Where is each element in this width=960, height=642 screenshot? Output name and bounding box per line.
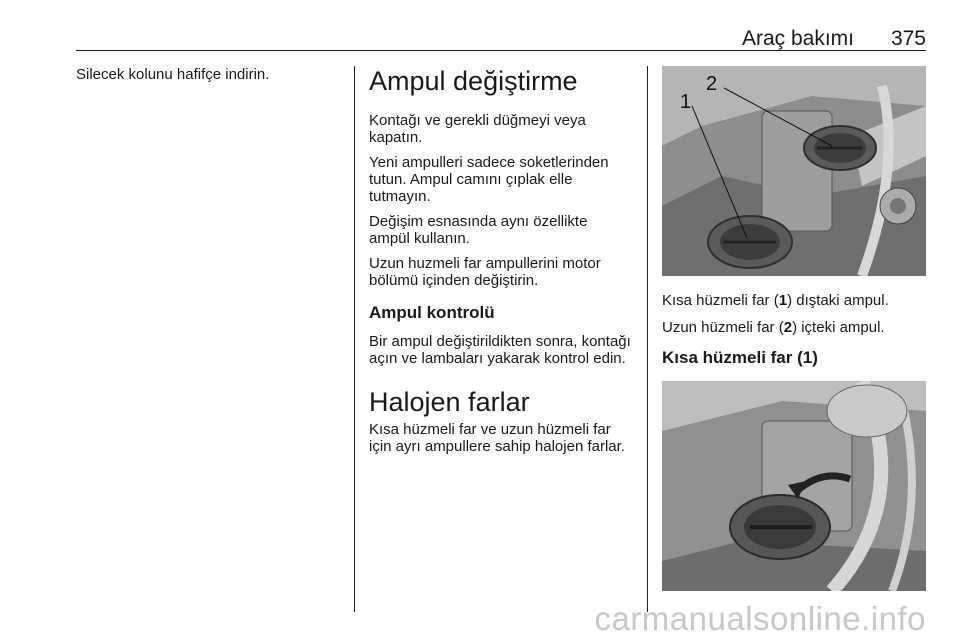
engine-bay-photo-headlamp: [662, 66, 926, 276]
paragraph-hold-bulb: Yeni ampulleri sadece soketlerinden tutun. Ampul camını çıplak elle tutmayın.: [369, 154, 609, 205]
page-number: 375: [890, 27, 926, 50]
figure-label-2: 2: [706, 73, 718, 95]
wiper-instruction: Silecek kolunu hafifçe indirin.: [76, 66, 270, 83]
paragraph-ignition: Kontağı ve gerekli düğmeyi veya kapatın.: [369, 112, 586, 146]
section-heading-halogen: Halojen farlar: [369, 387, 530, 417]
section-title: Araç bakımı: [741, 27, 854, 50]
paragraph-same-bulb: Değişim esnasında aynı özellikte ampül kullanın.: [369, 213, 588, 247]
subheading-low-beam: Kısa hüzmeli far (1): [662, 348, 818, 367]
figure-label-1: 1: [680, 91, 692, 113]
caption-low-beam-outer: Kısa hüzmeli far (1) dıştaki ampul.: [662, 292, 889, 309]
engine-bay-photo-low-beam-cap: [662, 381, 926, 591]
paragraph-high-beam: Uzun huzmeli far ampullerini motor bölümü içinden değiştirin.: [369, 255, 601, 289]
column-divider-1: [354, 66, 355, 612]
watermark: carmanualsonline.info: [594, 600, 926, 637]
column-divider-2: [647, 66, 648, 612]
paragraph-halogen: Kısa hüzmeli far ve uzun hüzmeli far için ayrı ampullere sahip halojen farlar.: [369, 421, 625, 455]
column-right: [662, 66, 926, 591]
caption-high-beam-inner: Uzun hüzmeli far (2) içteki ampul.: [662, 319, 885, 336]
section-heading-bulb-replacement: Ampul değiştirme: [369, 66, 578, 96]
subheading-bulb-check: Ampul kontrolü: [369, 303, 495, 322]
page-header: [76, 0, 926, 51]
column-left: [76, 66, 346, 83]
paragraph-bulb-check: Bir ampul değiştirildikten sonra, kontağı açın ve lambaları yakarak kontrol edin.: [369, 333, 631, 367]
column-middle: [369, 66, 631, 455]
